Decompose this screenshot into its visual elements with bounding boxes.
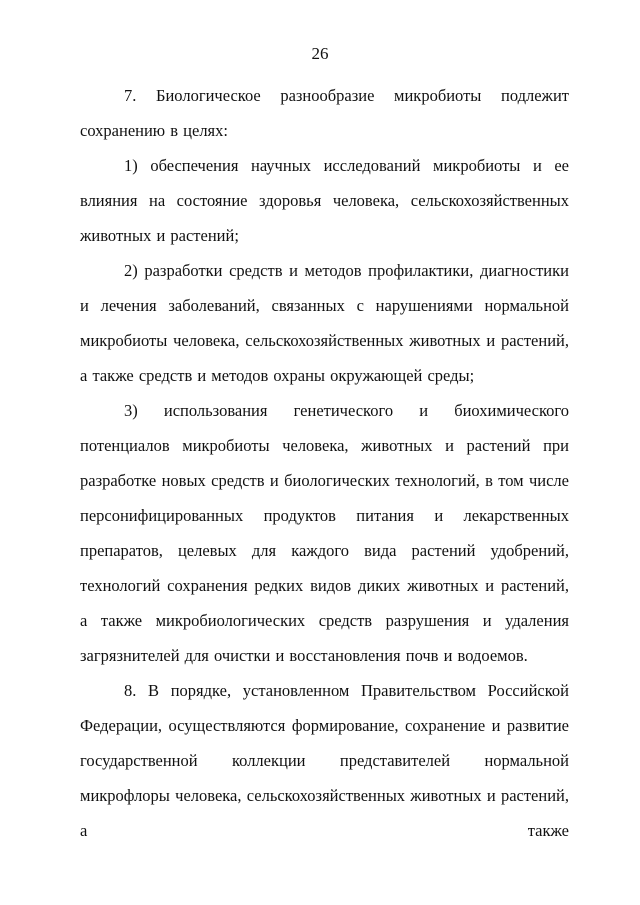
paragraph-subitem-3: 3) использования генетического и биохимического потенциалов микробиоты человека, животных и растений при разработке новых средств и биологических технологий, в том числе персонифицированных продуктов питания и лекарственных препаратов, целевых для каждого вида растений удобрений, технологий сохранения редких видов диких животных и растений, а также микробиологических средств разрушения и удаления загрязнителей для очистки и восстановления почв и водоемов. xyxy=(80,401,569,665)
paragraph-item-7: 7. Биологическое разнообразие микробиоты подлежит сохранению в целях: xyxy=(80,86,569,140)
document-body xyxy=(80,78,569,848)
paragraph-subitem-1: 1) обеспечения научных исследований микробиоты и ее влияния на состояние здоровья человека, сельскохозяйственных животных и растений; xyxy=(80,156,569,245)
page-number: 26 xyxy=(311,44,329,63)
paragraph-item-8: 8. В порядке, установленном Правительством Российской Федерации, осуществляются формирование, сохранение и развитие государственной коллекции представителей нормальной микрофлоры человека, сельскохозяйственных животных и растений, а также xyxy=(80,681,569,840)
paragraph-subitem-2: 2) разработки средств и методов профилактики, диагностики и лечения заболеваний, связанных с нарушениями нормальной микробиоты человека, сельскохозяйственных животных и растений, а также средств и методов охраны окружающей среды; xyxy=(80,261,569,385)
